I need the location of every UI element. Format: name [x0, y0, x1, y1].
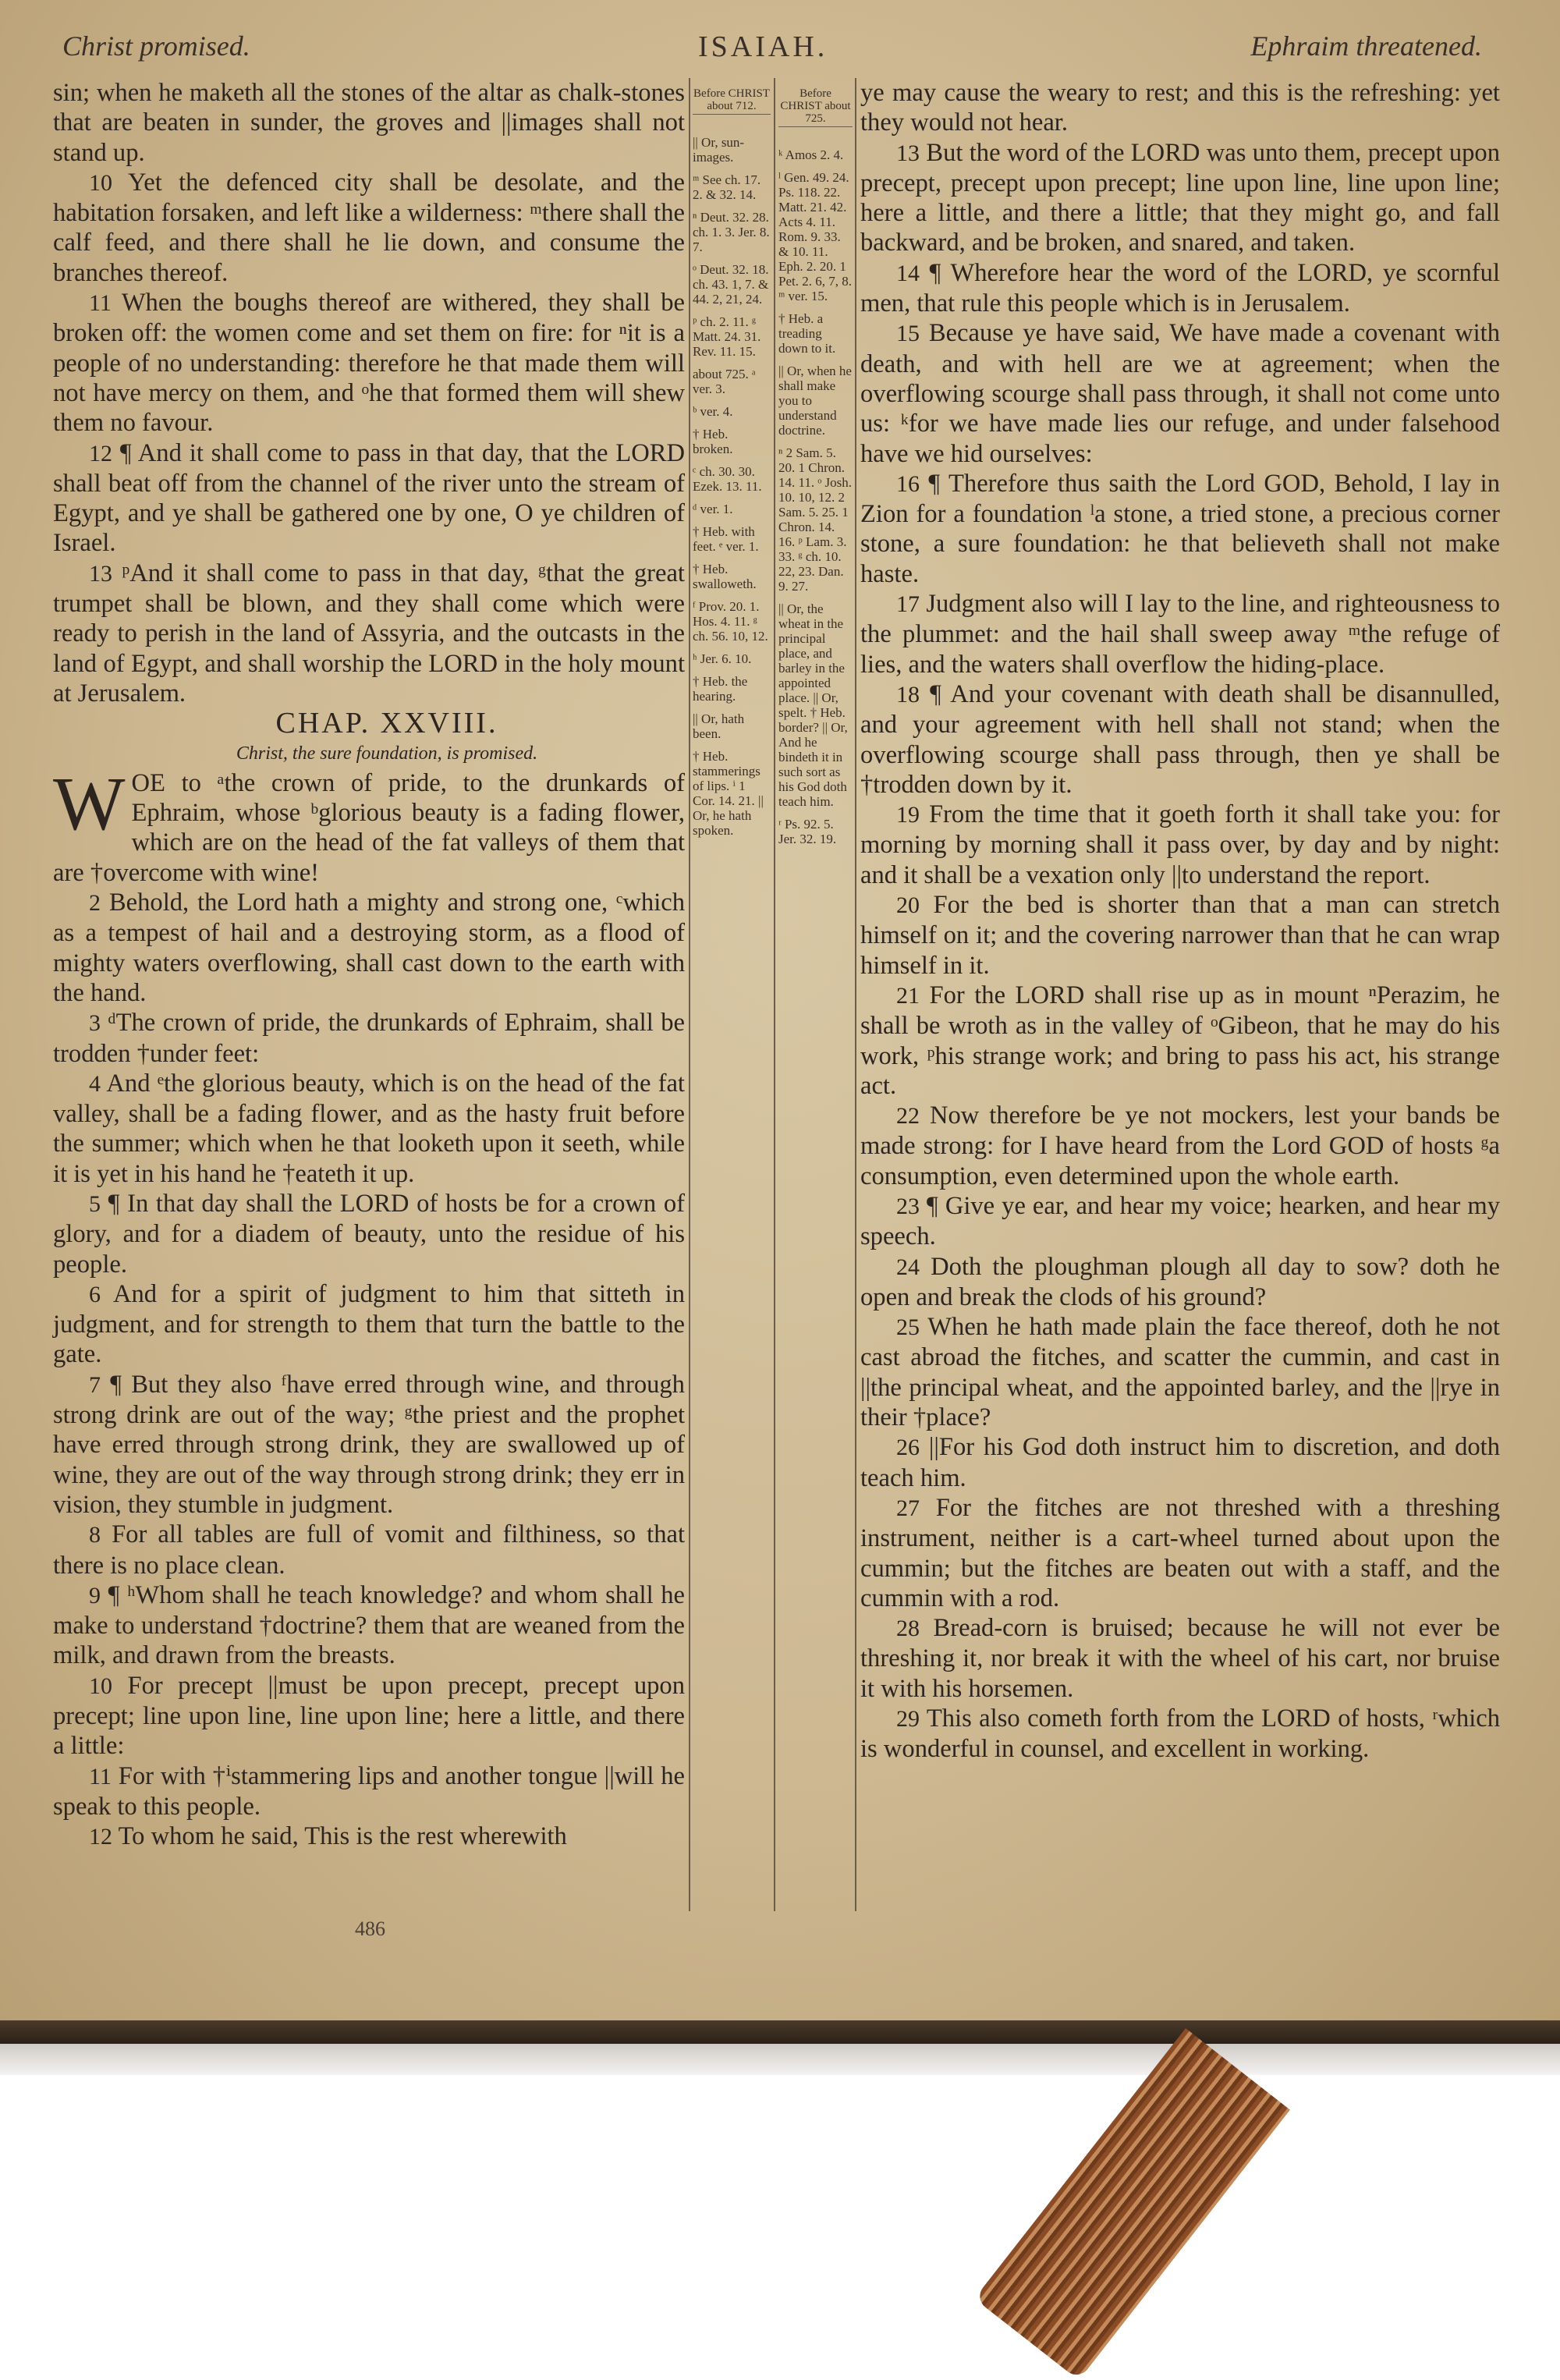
verse-text: When the boughs thereof are withered, they shall be broken off: the women come and set them on fire: for ⁿit is a people of no understanding: therefore he that made them will not have mercy on them, and ᵒhe that formed them will shew them no favour.: [53, 289, 686, 438]
verse-number: 29: [896, 1706, 920, 1733]
verse-number: 8: [89, 1522, 101, 1548]
verse: [860, 1191, 1500, 1252]
verse: [860, 138, 1500, 258]
verse: [53, 1580, 685, 1671]
verse-text: Because ye have said, We have made a covenant with death, and with hell are we at agreement; when the overflowing scourge shall pass through, it shall not come unto us: ᵏfor we have made lies our refuge, and under falsehood have we hid ourselves:: [860, 319, 1500, 468]
verse: [53, 1370, 685, 1520]
verse: [860, 890, 1500, 981]
verse: [860, 1432, 1500, 1493]
verse: [860, 981, 1500, 1101]
verse-number: 10: [89, 169, 112, 196]
verse: [860, 1312, 1500, 1432]
verse: [53, 1520, 685, 1580]
verse-text: And for a spirit of judgment to him that sitteth in judgment, and for strength to them that turn the battle to the gate.: [53, 1279, 685, 1369]
margin-reference: † Heb. with feet. ᵉ ver. 1.: [693, 524, 759, 554]
verse-text: For the LORD shall rise up as in mount ⁿPerazim, he shall be wroth as in the valley of ᵒGibeon, that he may do his work, ᵖhis strange work; and bring to pass his act, his strange act.: [860, 981, 1500, 1100]
margin-reference: ˡ Gen. 49. 24. Ps. 118. 22. Matt. 21. 42. Acts 4. 11. Rom. 9. 33. & 10. 11. Eph. 2. 20. 1 Pet. 2. 6, 7, 8. ᵐ ver. 15.: [778, 170, 852, 303]
verse: [53, 288, 685, 438]
margin-reference: about 725. ᵃ ver. 3.: [693, 367, 756, 396]
verse-number: 24: [896, 1254, 920, 1280]
verse-text: Judgment also will I lay to the line, and righteousness to the plummet: and the hail shall sweep away ᵐthe refuge of lies, and the waters shall overflow the hiding-place.: [860, 590, 1500, 679]
verse-number: 13: [896, 140, 920, 166]
verse-text: Now therefore be ye not mockers, lest your bands be made strong: for I have heard from the Lord GOD of hosts ᵍa consumption, even determined upon the whole earth.: [860, 1101, 1500, 1190]
verse: [860, 1252, 1500, 1313]
verse-number: 5: [89, 1190, 101, 1217]
margin-date-head: Before CHRIST about 725.: [778, 87, 853, 127]
verse-number: 13: [89, 560, 112, 587]
verse-number: 17: [896, 591, 920, 618]
verse: [53, 761, 685, 888]
margin-reference: ᵖ ch. 2. 11. ᵍ Matt. 24. 31. Rev. 11. 15.: [693, 314, 761, 359]
verse-number: 15: [896, 321, 920, 347]
margin-reference: † Heb. stammerings of lips. ⁱ 1 Cor. 14. 21. || Or, he hath spoken.: [693, 749, 764, 838]
column-rule: [774, 78, 775, 1911]
text-column-left: [53, 78, 685, 1853]
verse: [53, 438, 685, 559]
margin-reference: ᵒ Deut. 32. 18. ch. 43. 1, 7. & 44. 2, 21, 24.: [693, 262, 769, 307]
margin-reference: ᶜ ch. 30. 30. Ezek. 13. 11.: [693, 464, 762, 494]
margin-reference: ᵈ ver. 1.: [693, 502, 733, 516]
verse-text: For with †ⁱstammering lips and another tongue ||will he speak to this people.: [53, 1761, 685, 1821]
margin-reference: || Or, the wheat in the principal place, and barley in the appointed place. || Or, spelt. † Heb. border? || Or, And he bindeth it in such sort as his God doth teach him.: [778, 601, 848, 809]
text-column-right: [860, 78, 1500, 1765]
margin-reference: ᶠ Prov. 20. 1. Hos. 4. 11. ᵍ ch. 56. 10, 12.: [693, 599, 768, 644]
verse: [53, 1821, 685, 1852]
margin-reference: ⁿ 2 Sam. 5. 20. 1 Chron. 14. 11. ᵒ Josh. 10. 10, 12. 2 Sam. 5. 25. 1 Chron. 14. 16. ᵖ Lam. 3. 33. ᵍ ch. 10. 22, 23. Dan. 9. 27.: [778, 445, 852, 594]
verse-number: 4: [89, 1070, 101, 1097]
verse: [860, 1704, 1500, 1765]
page-number: 486: [355, 1917, 385, 1940]
verse-text: ¶ And it shall come to pass in that day, that the LORD shall beat off from the channel of the river unto the stream of Egypt, and ye shall be gathered one by one, O ye children of Israel.: [53, 438, 685, 558]
margin-references-left: [693, 87, 771, 846]
margin-reference: † Heb. swalloweth.: [693, 562, 757, 591]
verse: [53, 1189, 685, 1279]
running-head-book-title: ISAIAH.: [698, 30, 828, 63]
bookmark-ribbon-icon: [974, 2028, 1290, 2380]
verse: [860, 1101, 1500, 1191]
verse: [53, 1279, 685, 1370]
margin-reference: || Or, when he shall make you to understand doctrine.: [778, 364, 852, 438]
verse: [860, 258, 1500, 319]
verse-number: 12: [89, 1824, 112, 1850]
verse: [860, 1493, 1500, 1613]
margin-reference: ʰ Jer. 6. 10.: [693, 651, 752, 666]
column-rule: [689, 78, 690, 1911]
verse: [860, 589, 1500, 679]
verse-number: 7: [89, 1371, 101, 1398]
verse-text: From the time that it goeth forth it shall take you: for morning by morning shall it pass over, by day and by night: and it shall be a vexation only ||to understand the report.: [860, 800, 1500, 889]
verse-text: For the bed is shorter than that a man can stretch himself on it; and the covering narrower than that he can wrap himself in it.: [860, 891, 1500, 980]
chapter-summary: Christ, the sure foundation, is promised.: [236, 743, 538, 764]
verse-number: 28: [896, 1616, 920, 1642]
verse: [53, 1671, 685, 1761]
verse-number: 18: [896, 681, 920, 708]
margin-reference: ᵐ See ch. 17. 2. & 32. 14.: [693, 172, 761, 202]
verse-number: 21: [896, 982, 920, 1009]
verse-text: Behold, the Lord hath a mighty and strong one, ᶜwhich as a tempest of hail and a destroying storm, as a flood of mighty waters overflowing, shall cast down to the earth with the hand.: [53, 889, 685, 1007]
verse-number: 23: [896, 1193, 920, 1219]
verse-text: For the fitches are not threshed with a threshing instrument, neither is a cart-wheel turned about upon the cummin; but the fitches are beaten out with a staff, and the cummin with a rod.: [860, 1493, 1500, 1612]
verse-continuation: sin; when he maketh all the stones of the altar as chalk-stones that are beaten in sunder, the groves and ||images shall not stand up.: [53, 79, 685, 167]
verse-text: ᵈThe crown of pride, the drunkards of Ephraim, shall be trodden †under feet:: [53, 1009, 685, 1068]
margin-reference: † Heb. the hearing.: [693, 674, 748, 704]
verse-text: And ᵉthe glorious beauty, which is on the head of the fat valley, shall be a fading flower, and as the hasty fruit before the summer; which when he that looketh upon it seeth, while it is yet in his hand he †eateth it up.: [53, 1069, 685, 1188]
verse-number: 19: [896, 802, 920, 828]
verse-text: ¶ ʰWhom shall he teach knowledge? and whom shall he make to understand †doctrine? them that are weaned from the milk, and drawn from the breasts.: [53, 1580, 685, 1670]
margin-reference: ʳ Ps. 92. 5. Jer. 32. 19.: [778, 817, 837, 846]
verse-text: For precept ||must be upon precept, precept upon precept; line upon line, line upon line; here a little, and there a little:: [53, 1671, 685, 1761]
verse: [860, 1613, 1500, 1704]
verse-text: ¶ Therefore thus saith the Lord GOD, Behold, I lay in Zion for a foundation ˡa stone, a tried stone, a precious corner stone, a sure foundation: he that believeth shall not make haste.: [860, 469, 1501, 588]
margin-reference: † Heb. broken.: [693, 427, 733, 456]
verse-text: For all tables are full of vomit and filthiness, so that there is no place clean.: [53, 1520, 685, 1580]
verse-number: 26: [896, 1435, 920, 1461]
verse-text: ¶ Give ye ear, and hear my voice; hearken, and hear my speech.: [860, 1191, 1500, 1251]
verse: [860, 679, 1500, 800]
verse: [53, 168, 685, 288]
running-head-right: Ephraim threatened.: [1250, 30, 1482, 62]
verse-text: When he hath made plain the face thereof, doth he not cast abroad the fitches, and scatter the cummin, and cast in ||the principal wheat, and the appointed barley, and the ||rye in their †place?: [860, 1313, 1500, 1432]
verse-text: OE to ᵃthe crown of pride, to the drunkards of Ephraim, whose ᵇglorious beauty is a fading flower, which are on the head of the fat valleys of them that are †overcome with wine!: [53, 768, 685, 887]
verse-text: ||For his God doth instruct him to discretion, and doth teach him.: [860, 1433, 1500, 1492]
verse-number: 22: [896, 1103, 920, 1130]
margin-reference: || Or, hath been.: [693, 711, 745, 741]
verse: [53, 1761, 685, 1822]
verse-number: 11: [89, 290, 112, 317]
verse-text: ¶ But they also ᶠhave erred through wine, and through strong drink are out of the way; ᵍthe priest and the prophet have erred through strong drink, they are swallowed up of wine, they are out of the way through strong drink; they err in vision, they stumble in judgment.: [53, 1370, 685, 1519]
verse-text: To whom he said, This is the rest wherewith: [118, 1822, 567, 1851]
verse-number: 25: [896, 1314, 920, 1341]
page-shadow: [0, 2044, 1560, 2075]
verse-text: This also cometh forth from the LORD of hosts, ʳwhich is wonderful in counsel, and excellent in working.: [860, 1704, 1501, 1764]
margin-reference: ⁿ Deut. 32. 28. ch. 1. 3. Jer. 8. 7.: [693, 210, 770, 254]
verse-text: Doth the ploughman plough all day to sow? doth he open and break the clods of his ground?: [860, 1252, 1500, 1311]
verse-continuation: ye may cause the weary to rest; and this is the refreshing: yet they would not hear.: [860, 79, 1500, 137]
running-head-left: Christ promised.: [62, 30, 250, 62]
column-rule: [855, 78, 856, 1911]
verse: [53, 1069, 685, 1189]
margin-references-right: [778, 87, 853, 854]
verse: [53, 888, 685, 1008]
verse-number: 12: [89, 440, 112, 466]
margin-reference: ᵏ Amos 2. 4.: [778, 147, 844, 162]
verse-text: Bread-corn is bruised; because he will not ever be threshing it, nor break it with the wheel of his cart, nor bruise it with his horsemen.: [860, 1614, 1500, 1703]
book-binding-edge: [0, 2020, 1560, 2044]
margin-date-head: Before CHRIST about 712.: [693, 87, 771, 115]
verse-number: 27: [896, 1495, 920, 1521]
verse: [860, 469, 1500, 589]
verse-number: 14: [896, 260, 920, 286]
drop-cap: W: [53, 761, 126, 846]
verse-text: ᵖAnd it shall come to pass in that day, ᵍthat the great trumpet shall be blown, and they shall come which were ready to perish in the land of Assyria, and the outcasts in the land of Egypt, and shall worship the LORD in the holy mount at Jerusalem.: [53, 559, 685, 708]
verse: [53, 559, 685, 708]
verse-text: ¶ In that day shall the LORD of hosts be for a crown of glory, and for a diadem of beauty, unto the residue of his people.: [53, 1189, 685, 1279]
verse-number: 11: [89, 1763, 112, 1789]
margin-reference: || Or, sun-images.: [693, 135, 745, 165]
verse-text: ¶ Wherefore hear the word of the LORD, ye scornful men, that rule this people which is in Jerusalem.: [860, 258, 1500, 318]
verse: [860, 800, 1500, 890]
verse-number: 10: [89, 1672, 112, 1699]
verse-number: 9: [89, 1582, 101, 1609]
verse-text: But the word of the LORD was unto them, precept upon precept, precept upon precept; line upon line, line upon line; here a little, and there a little; that they might go, and fall backward, and be broken, and snared, and taken.: [860, 138, 1500, 257]
verse: [860, 318, 1500, 468]
verse-number: 20: [896, 892, 920, 919]
verse-number: 3: [89, 1010, 101, 1037]
verse-number: 16: [896, 470, 920, 497]
chapter-title: CHAP. XXVIII.: [275, 707, 498, 740]
verse-number: 6: [89, 1281, 101, 1307]
margin-reference: ᵇ ver. 4.: [693, 404, 733, 419]
margin-reference: † Heb. a treading down to it.: [778, 311, 836, 356]
verse-number: 2: [89, 890, 101, 917]
verse: [53, 1008, 685, 1069]
verse-text: ¶ And your covenant with death shall be disannulled, and your agreement with hell shall not stand; when the overflowing scourge shall pass through, then ye shall be †trodden down by it.: [860, 679, 1500, 799]
verse-text: Yet the defenced city shall be desolate, and the habitation forsaken, and left like a wilderness: ᵐthere shall the calf feed, and there shall he lie down, and consume the branches thereof.: [53, 168, 686, 287]
